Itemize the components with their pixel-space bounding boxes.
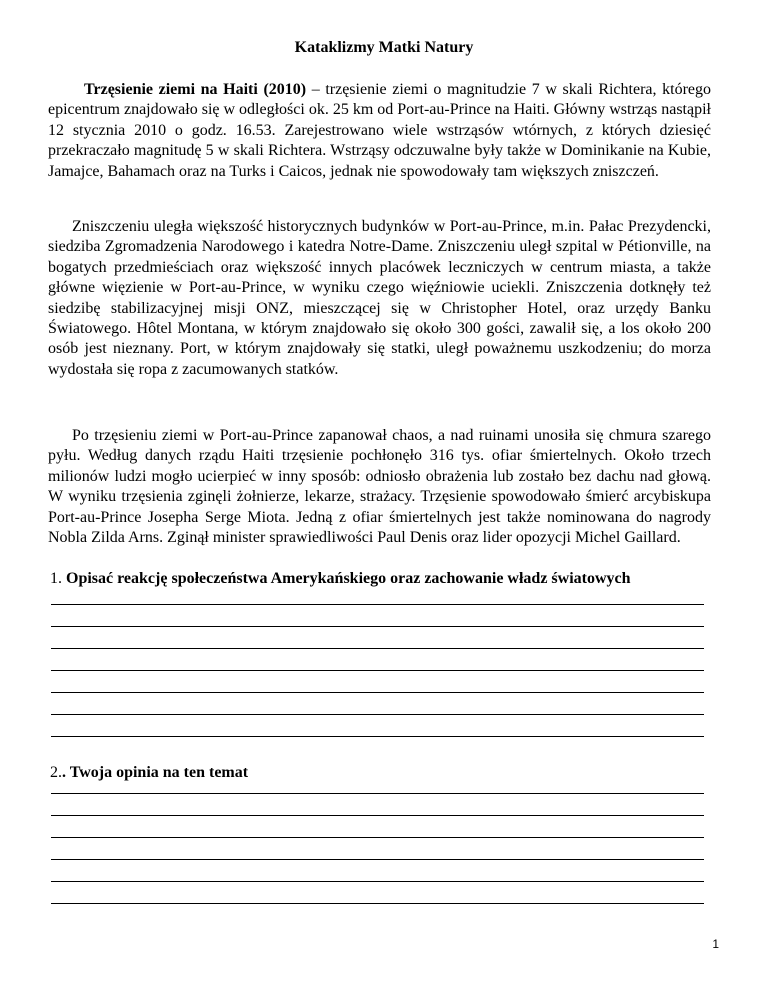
- paragraph-3: [48, 426, 711, 548]
- answer-line[interactable]: [51, 605, 704, 627]
- paragraph-3-text: Po trzęsieniu ziemi w Port-au-Prince zapanował chaos, a nad ruinami unosiła się chmura szarego pyłu. Według danych rządu Haiti trzęsienie pochłonęło 316 tys. ofiar śmiertelnych. Około trzech milionów ludzi mogło ucierpieć w inny sposób: odniosło obrażenia lub zostało bez dachu nad głową. W wyniku trzęsienia zginęli żołnierze, lekarze, strażacy. Trzęsienie spowodowało śmierć arcybiskupa Port-au-Prince Josepha Serge Miota. Jedną z ofiar śmiertelnych jest także nominowana do nagrody Nobla Zilda Arns. Zginął minister sprawiedliwości Paul Denis oraz lider opozycji Michel Gaillard.: [48, 427, 711, 547]
- question-1-text: Opisać reakcję społeczeństwa Amerykańskiego oraz zachowanie władz światowych: [66, 570, 631, 587]
- answer-line[interactable]: [51, 838, 704, 860]
- answer-line[interactable]: [51, 627, 704, 649]
- answer-line[interactable]: [51, 816, 704, 838]
- paragraph-1: [48, 80, 711, 182]
- answer-line[interactable]: [51, 649, 704, 671]
- answer-area-2[interactable]: [51, 793, 704, 904]
- question-1: [50, 569, 631, 589]
- answer-line[interactable]: [51, 882, 704, 904]
- paragraph-2-text: Zniszczeniu uległa większość historycznych budynków w Port-au-Prince, m.in. Pałac Prezydencki, siedziba Zgromadzenia Narodowego i katedra Notre-Dame. Zniszczeniu uległ szpital w Pétionville, na bogatych przedmieściach oraz większość innych placówek leczniczych w centrum miasta, a także główne więzienie w Port-au-Prince, w wyniku czego więźniowie uciekli. Zniszczenia dotknęły też siedzibę stabilizacyjnej misji ONZ, mieszczącej się w Christopher Hotel, oraz urzędy Banku Światowego. Hôtel Montana, w którym znajdowało się około 300 gości, zawalił się, a los około 200 osób jest nieznany. Port, w którym znajdowały się statki, uległ poważnemu uszkodzeniu; do morza wydostała się ropa z zacumowanych statków.: [48, 218, 711, 378]
- answer-line[interactable]: [51, 794, 704, 816]
- document-title: Kataklizmy Matki Natury: [294, 39, 474, 56]
- answer-line[interactable]: [51, 671, 704, 693]
- page-number: 1: [712, 937, 719, 951]
- answer-line[interactable]: [51, 693, 704, 715]
- paragraph-1-text: – trzęsienie ziemi o magnitudzie 7 w skali Richtera, którego epicentrum znajdowało się w odległości ok. 25 km od Port-au-Prince na Haiti. Główny wstrząs nastąpił 12 stycznia 2010 o godz. 16.53. Zarejestrowano wiele wstrząsów wtórnych, z których dziesięć przekraczało magnitudę 5 w skali Richtera. Wstrząsy odczuwalne były także w Dominikanie na Kubie, Jamajce, Bahamach oraz na Turks i Caicos, jednak nie spowodowały tam większych zniszczeń.: [48, 81, 712, 180]
- question-2-number: 2.: [50, 764, 62, 781]
- question-2-text: . Twoja opinia na ten temat: [62, 764, 249, 781]
- question-1-number: 1.: [50, 570, 62, 587]
- answer-line[interactable]: [51, 860, 704, 882]
- answer-line[interactable]: [51, 715, 704, 737]
- question-2: [50, 763, 248, 783]
- paragraph-2: [48, 217, 711, 380]
- answer-area-1[interactable]: [51, 604, 704, 737]
- paragraph-1-lead: Trzęsienie ziemi na Haiti (2010): [84, 81, 307, 98]
